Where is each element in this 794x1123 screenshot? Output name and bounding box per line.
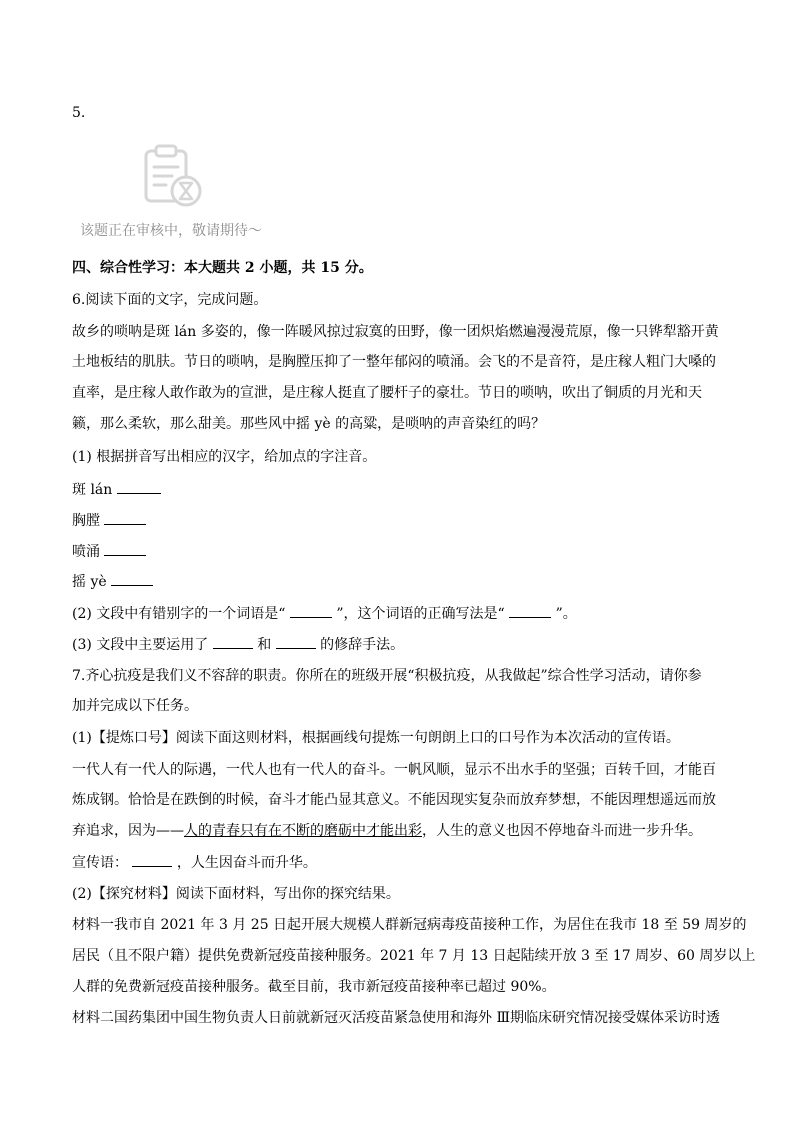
underlined-sentence: 人的青春只有在不断的磨砺中才能出彩 [184, 823, 422, 839]
passage-line: 土地板结的肌肤。节日的唢呐，是胸膛压抑了一整年郁闷的喷涌。会飞的不是音符，是庄稼人粗门大嗓的 [72, 354, 716, 370]
fill-item-label: 喷涌 [72, 544, 100, 560]
review-message: 该题正在审核中，敬请期待～ [80, 223, 262, 239]
clipboard-hourglass-icon [140, 143, 204, 209]
answer-blank[interactable] [213, 634, 253, 649]
material-line: 人群的免费新冠疫苗接种服务。截至目前，我市新冠疫苗接种率已超过 90%。 [72, 979, 556, 995]
fill-item-label: 摇 yè [72, 574, 107, 590]
material-line: 材料一我市自 2021 年 3 月 25 日起开展大规模人群新冠病毒疫苗接种工作，为居住在我市 18 至 59 周岁的 [72, 917, 747, 933]
answer-blank[interactable] [276, 634, 316, 649]
passage-line: 直率，是庄稼人敢作敢为的宣泄，是庄稼人挺直了腰杆子的豪壮。节日的唢呐，吹出了铜质的月光和天 [72, 385, 702, 401]
fill-item-label: 斑 lán [72, 482, 113, 498]
answer-blank[interactable] [132, 852, 172, 867]
material-line: 材料二国药集团中国生物负责人日前就新冠灭活疫苗紧急使用和海外 Ⅲ期临床研究情况接受媒体采访时透 [72, 1010, 720, 1026]
answer-blank[interactable] [111, 571, 153, 586]
material-line: 一代人有一代人的际遇，一代人也有一代人的奋斗。一帆风顺，显示不出水手的坚强；百转千回，才能百 [72, 762, 716, 778]
section-heading: 四、综合性学习：本大题共 2 小题，共 15 分。 [72, 260, 373, 276]
sub-question: (2) 文段中有错别字的一个词语是“ ”，这个词语的正确写法是“ ”。 [72, 603, 577, 624]
answer-blank[interactable] [509, 603, 551, 618]
fill-item [72, 510, 146, 531]
fill-item-label: 胸膛 [72, 513, 100, 529]
answer-blank[interactable] [290, 603, 332, 618]
answer-blank[interactable] [117, 479, 161, 494]
sub-question: (2)【探究材料】阅读下面材料，写出你的探究结果。 [72, 886, 400, 902]
question-7-stem: 加并完成以下任务。 [72, 698, 198, 714]
sub-question: (1) 根据拼音写出相应的汉字，给加点的字注音。 [72, 449, 377, 465]
fill-item [72, 479, 161, 500]
passage-line: 籁，那么柔软，那么甜美。那些风中摇 yè 的高粱，是唢呐的声音染红的吗？ [72, 416, 546, 432]
fill-item [72, 571, 153, 592]
sub-question: (3) 文段中主要运用了 和 的修辞手法。 [72, 634, 404, 655]
sub-question: (1)【提炼口号】阅读下面这则材料，根据画线句提炼一句朗朗上口的口号作为本次活动的宣传语。 [72, 730, 680, 746]
answer-blank[interactable] [104, 510, 146, 525]
question-6-stem: 6.阅读下面的文字，完成问题。 [72, 292, 268, 308]
fill-item [72, 541, 146, 562]
material-line: 弃追求，因为——人的青春只有在不断的磨砺中才能出彩，人生的意义也因不停地奋斗而进一步升华。 [72, 823, 702, 839]
material-line: 炼成钢。恰恰是在跌倒的时候，奋斗才能凸显其意义。不能因现实复杂而放弃梦想，不能因理想遥远而放 [72, 792, 716, 808]
question-7-stem: 7.齐心抗疫是我们义不容辞的职责。你所在的班级开展“积极抗疫，从我做起”综合性学习活动，请你参 [72, 668, 702, 684]
slogan-line: 宣传语： ，人生因奋斗而升华。 [72, 852, 317, 873]
passage-line: 故乡的唢呐是斑 lán 多姿的，像一阵暖风掠过寂寞的田野，像一团炽焰燃遍漫漫荒原，像一只铧犁豁开黄 [72, 324, 719, 340]
question-5-number: 5. [72, 105, 86, 121]
answer-blank[interactable] [104, 541, 146, 556]
material-line: 居民（且不限户籍）提供免费新冠疫苗接种服务。2021 年 7 月 13 日起陆续开放 3 至 17 周岁、60 周岁以上 [72, 948, 756, 964]
